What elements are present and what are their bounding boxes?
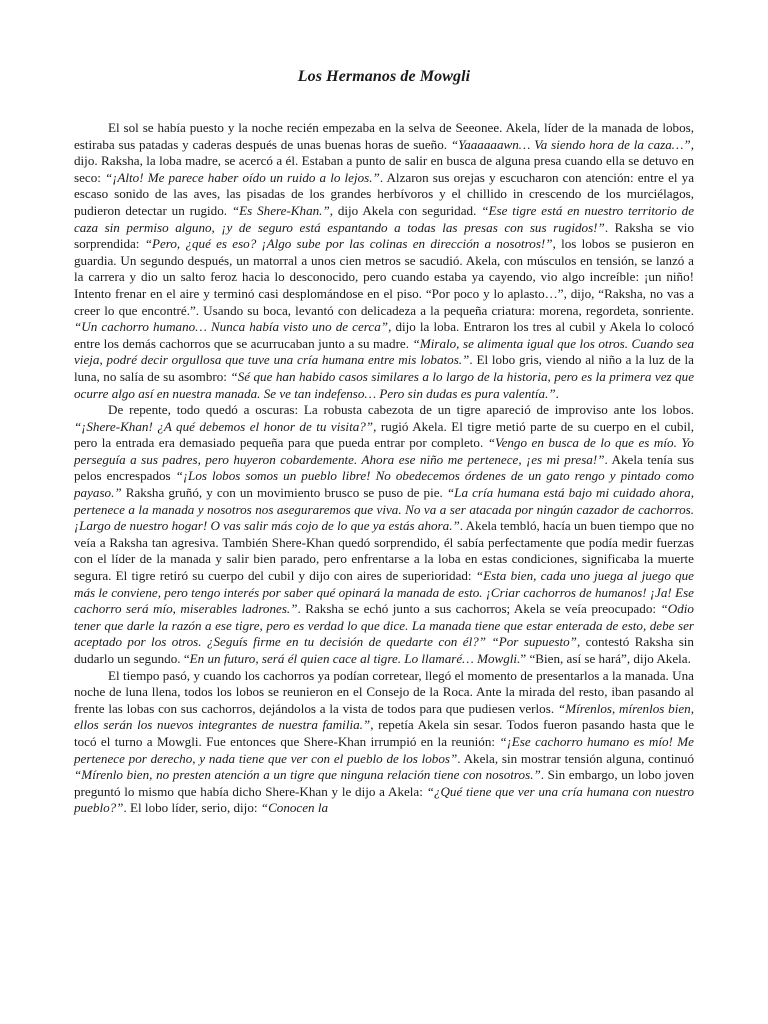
text-run: . Akela tembló, hacía un buen tiempo que no veía a Raksha tan agresiva. También Shere-Khan quedó sorprendido, él sabía perfectamente que podía medir fuerzas con el líder de la manada y salir bien parado, pero enfrentarse a la loba en estas condiciones, significaba la muerte segura. El tigre retiró su cuerpo del cubil y dijo con aires de superioridad:: [74, 518, 694, 584]
text-run: , contestó Raksha sin dudarlo un segundo. “: [74, 634, 694, 666]
italic-quote: “Conocen la: [260, 800, 329, 816]
italic-quote: “Yaaaaaawn… Va siendo hora de la caza…”: [450, 136, 691, 152]
italic-quote: “Mírenlos, mírenlos bien, ellos serán los nuevos integrantes de nuestra familia.”: [74, 700, 694, 733]
italic-quote: “La cría humana está bajo mi cuidado ahora, pertenece a la manada y nosotros nos aseguraremos que viva. No va a ser atacada por ningún cazador de cachorros. ¡Largo de nuestro hogar! O vas salir más cojo de lo que ya estás ahora.”: [74, 485, 694, 534]
italic-quote: “Miralo, se alimenta igual que los otros. Cuando sea vieja, podré decir orgullosa que tuve una cría humana entre mis lobatos.”: [74, 335, 694, 368]
document-body: [74, 120, 694, 817]
text-run: Raksha gruñó, y con un movimiento brusco se puso de pie.: [121, 485, 447, 501]
italic-quote: “Mírenlo bien, no presten atención a un tigre que ninguna relación tiene con nosotros.”: [74, 767, 541, 783]
text-run: . Akela, sin mostrar tensión alguna, continuó: [457, 750, 695, 766]
text-run: . Raksha se echó junto a sus cachorros; Akela se veía preocupado:: [297, 601, 661, 617]
italic-quote: “Pero, ¿qué es eso? ¡Algo sube por las colinas en dirección a nosotros!”: [144, 236, 553, 252]
text-run: El tiempo pasó, y cuando los cachorros ya podían corretear, llegó el momento de presentarlos a la manada. Una noche de luna llena, todos los lobos se reunieron en el Consejo de la Roca. Ante la mirada del resto, iban pasando al frente las lobas con sus cachorros, dejándolos a la vista de todos para que pudiesen verlos.: [74, 667, 694, 716]
text-run: , dijo. Raksha, la loba madre, se acercó a él. Estaban a punto de salir en busca de alguna presa cuando ella se detuvo en seco:: [74, 136, 694, 185]
document-title: Los Hermanos de Mowgli: [297, 68, 471, 85]
italic-quote: “Es Shere-Khan.”: [231, 202, 330, 218]
italic-quote: “Ese tigre está en nuestro territorio de caza sin permiso alguno, ¡y de seguro está espantando a todas las presas con sus rugidos!”: [74, 202, 695, 235]
italic-quote: “Un cachorro humano… Nunca había visto uno de cerca”: [74, 319, 389, 335]
italic-quote: En un futuro, será él quien cace al tigre. Lo llamaré… Mowgli.: [189, 651, 521, 666]
text-run: De repente, todo quedó a oscuras: La robusta cabezota de un tigre apareció de improviso ante los lobos.: [108, 402, 694, 418]
italic-quote: “Sé que han habido casos similares a lo largo de la historia, pero es la primera vez que ocurre algo así en nuestra manada. Se ve tan indefenso… Pero sin dudas es pura valentía.”: [74, 368, 695, 401]
document-page: [74, 68, 694, 817]
italic-quote: “Odio tener que darle la razón a ese tigre, pero es verdad lo que dice. La manada tiene que estar enterada de esto, debe ser aceptado por los otros. ¿Seguís firme en tu decisión de quedarte con él?” “Por supuesto”: [74, 601, 694, 650]
text-run: ” “Bien, así se hará”, dijo Akela.: [520, 651, 691, 666]
text-run: . Akela tenía sus pelos encrespados: [74, 451, 694, 484]
text-run: , dijo la loba. Entraron los tres al cubil y Akela lo colocó entre los demás cachorros que se acurrucaban junto a su madre.: [74, 319, 694, 351]
italic-quote: “Vengo en busca de lo que es mío. Yo perseguía a sus padres, pero huyeron cobardemente. Ahora ese niño me pertenece, ¡es mi presa!”: [74, 435, 694, 467]
text-run: , dijo Akela con seguridad.: [329, 202, 482, 218]
italic-quote: “¿Qué tiene que ver una cría humana con nuestro pueblo?”: [74, 783, 694, 816]
text-run: . Raksha se vio sorprendida:: [74, 219, 694, 252]
text-run: , repetía Akela sin sesar. Todos fueron pasando hasta que le tocó el turno a Mowgli. Fue entonces que Shere-Khan irrumpió en la reunión:: [74, 717, 695, 749]
text-run: . Sin embargo, un lobo joven preguntó lo mismo que había dicho Shere-Khan y le dijo a Akela:: [74, 767, 694, 799]
text-run: . El lobo gris, viendo al niño a la luz de la luna, no salía de su asombro:: [74, 352, 694, 384]
paragraph: [74, 402, 694, 668]
text-run: . El lobo líder, serio, dijo:: [123, 800, 261, 816]
text-run: .: [555, 385, 559, 401]
text-run: , los lobos se pusieron en guardia. Un segundo después, un matorral a unos cien metros se sacudió. Akela, con músculos en tensión, se lanzó a la carrera y dio un salto feroz hacia lo desconocido, pero cuando estaba ya cayendo, vio algo increíble: ¡un niño! Intento frenar en el aire y terminó casi desplomándose en el piso. “Por poco y lo aplasto…”, dijo, “Raksha, no vas a creer lo que encontré.”. Usando su boca, levantó con delicadeza a la pequeña criatura: morena, regordeta, sonriente.: [74, 236, 695, 318]
paragraph: [74, 120, 694, 402]
text-run: . Alzaron sus orejas y escucharon con atención: entre el ya escaso sonido de las aves, las pisadas de los grandes herbívoros y el chillido in crescendo de los murciélagos, pudieron detectar un rugido.: [74, 169, 695, 218]
italic-quote: “Esta bien, cada uno juega al juego que más le conviene, pero tengo interés por saber qué opinará la manada de esto. ¡Criar cachorros de humanos! ¡Ja! Ese cachorro será mío, miserables ladrones.”: [74, 568, 694, 617]
paragraph: [74, 668, 694, 817]
italic-quote: “¡Los lobos somos un pueblo libre! No obedecemos órdenes de un gato rengo y pintado como payaso.”: [74, 468, 694, 501]
italic-quote: “¡Ese cachorro humano es mío! Me pertenece por derecho, y nada tiene que ver con el pueblo de los lobos”: [74, 733, 694, 766]
italic-quote: “¡Alto! Me parece haber oído un ruido a lo lejos.”: [105, 169, 380, 185]
text-run: El sol se había puesto y la noche recién empezaba en la selva de Seeonee. Akela, líder de la manada de lobos, estiraba sus patadas y caderas después de unas buenas horas de sueño.: [74, 120, 694, 152]
text-run: , rugió Akela. El tigre metió parte de su cuerpo en el cubil, pero la entrada era demasiado pequeña para que pueda entrar por completo.: [74, 418, 694, 451]
italic-quote: “¡Shere-Khan! ¿A qué debemos el honor de tu visita?”: [74, 418, 374, 434]
